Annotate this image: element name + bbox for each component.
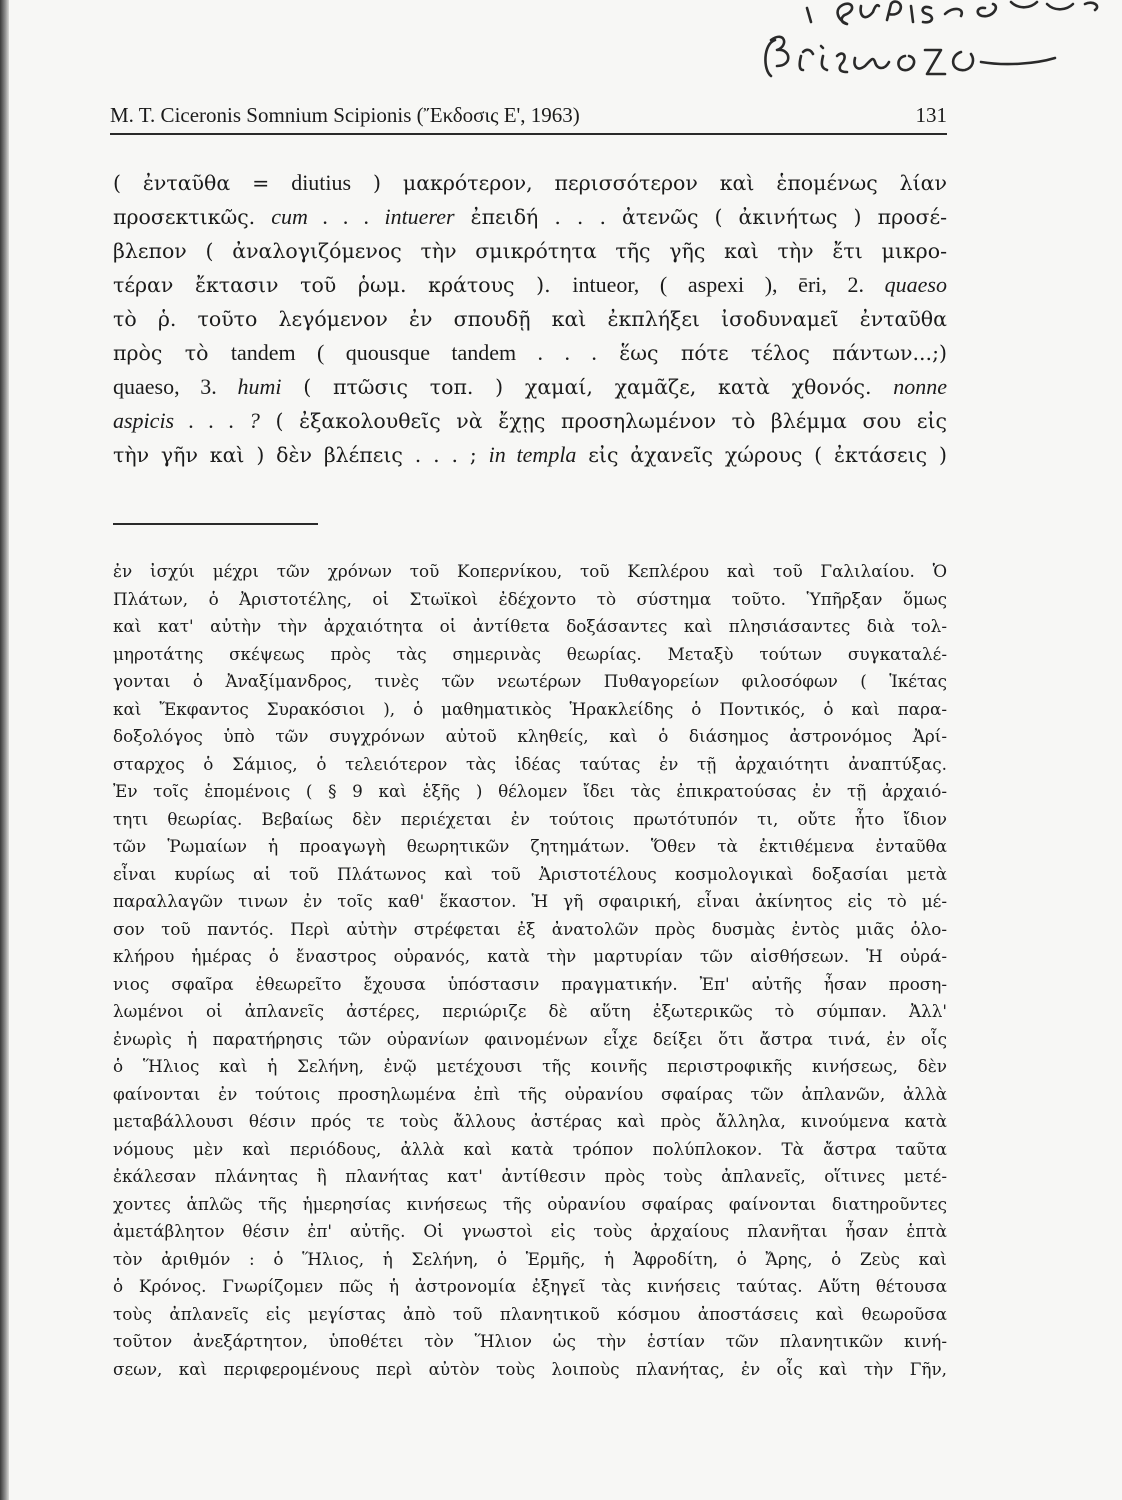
footnote-line: ὁ Ἥλιος καὶ ἡ Σελήνη, ἐνῷ μετέχουσι τῆς κοινῆς περιστροφικῆς κινήσεως, δὲν bbox=[113, 1056, 947, 1076]
handwritten-annotation bbox=[755, 0, 1115, 90]
latin-term: nonne bbox=[893, 374, 947, 399]
footnote-line: τοὺς ἀπλανεῖς εἰς μεγίστας ἀπὸ τοῦ πλανητικοῦ κόσμου ἀποστάσεις καὶ θεωροῦσα bbox=[113, 1303, 947, 1324]
footnote-line: σταρχος ὁ Σάμιος, ὁ τελειότερον τὰς ἰδέας ταύτας ἐν τῇ ἀρχαιότητι ἀναπτύξας. bbox=[113, 753, 947, 774]
main-text-line bbox=[113, 370, 947, 404]
footnote-line: ὁ Κρόνος. Γνωρίζομεν πῶς ἡ ἀστρονομία ἐξηγεῖ τὰς κινήσεις ταύτας. Αὕτη θέτουσα bbox=[113, 1276, 947, 1296]
greek-text: ) μακρότερον, περισσότερον καὶ ἑπομένως λίαν bbox=[351, 171, 947, 195]
greek-text: πρὸς τὸ bbox=[113, 341, 231, 365]
main-text-line bbox=[113, 336, 947, 370]
footnote-line: Ἐν τοῖς ἑπομένοις ( § 9 καὶ ἑξῆς ) θέλομεν ἴδει τὰς ἐπικρατούσας ἐν τῇ ἀρχαιό- bbox=[113, 781, 947, 801]
footnote-line: σεων, καὶ περιφερομένους περὶ αὐτὸν τοὺς λοιποὺς πλανήτας, ἐν οἷς καὶ τὴν Γῆν, bbox=[113, 1358, 947, 1379]
footnote-line: μηροτάτης σκέψεως πρὸς τὰς σημερινὰς θεωρίας. Μεταξὺ τούτων συγκαταλέ- bbox=[113, 643, 947, 664]
main-text-line bbox=[113, 268, 947, 302]
greek-text: ( ἐξακολουθεῖς νὰ ἔχῃς προσηλωμένον τὸ βλέμμα σου εἰς bbox=[259, 409, 947, 433]
latin-term: aspicis . . . ? bbox=[113, 408, 260, 433]
latin-term: in templa bbox=[488, 442, 577, 467]
footnote-line: νόμους μὲν καὶ περιόδους, ἀλλὰ καὶ κατὰ τρόπον πολύπλοκον. Τὰ ἄστρα ταῦτα bbox=[113, 1138, 947, 1159]
footnote-line: τητι θεωρίας. Βεβαίως δὲν περιέχεται ἐν τούτοις πρωτότυπόν τι, οὔτε ἦτο ἴδιον bbox=[113, 808, 947, 829]
footnote-line: ἀμετάβλητον θέσιν ἐπ' αὐτῆς. Οἱ γνωστοὶ εἰς τοὺς ἀρχαίους πλανῆται ἦσαν ἑπτὰ bbox=[113, 1221, 947, 1241]
footnote-line: καὶ κατ' αὐτὴν τὴν ἀρχαιότητα οἱ ἀντίθετα δοξάσαντες καὶ πλησιάσαντες διὰ τολ- bbox=[113, 616, 947, 636]
footnote-line: εἶναι κυρίως αἱ τοῦ Πλάτωνος καὶ τοῦ Ἀριστοτέλους κοσμολογικαὶ δοξασίαι μετὰ bbox=[113, 863, 947, 884]
latin-term: quaeso, 3. bbox=[113, 374, 238, 399]
running-head-title: M. T. Ciceronis Somnium Scipionis (Ἔκδοσις Ε', 1963) bbox=[110, 103, 580, 127]
greek-text: τὸ ῥ. τοῦτο λεγόμενον ἐν σπουδῇ καὶ ἐκπλήξει ἰσοδυναμεῖ ἐνταῦθα bbox=[113, 307, 947, 331]
greek-text: τέραν ἔκτασιν τοῦ ῥωμ. κράτους ). bbox=[113, 273, 573, 297]
footnote-line: καὶ Ἔκφαντος Συρακόσιοι ), ὁ μαθηματικὸς Ἡρακλείδης ὁ Ποντικός, ὁ καὶ παρα- bbox=[113, 698, 947, 719]
latin-term: humi bbox=[237, 374, 282, 399]
main-text-block bbox=[113, 166, 947, 472]
page-number: 131 bbox=[915, 103, 947, 127]
greek-text: ( πτῶσις τοπ. ) χαμαί, χαμᾶζε, κατὰ χθονός. bbox=[281, 375, 894, 399]
latin-term: cum . . . intuerer bbox=[271, 204, 455, 229]
footnote-line: γονται ὁ Ἀναξίμανδρος, τινὲς τῶν νεωτέρων Πυθαγορείων φιλοσόφων ( Ἱκέτας bbox=[113, 671, 947, 691]
footnote-line: παραλλαγῶν τινων ἐν τοῖς καθ' ἕκαστον. Ἡ γῆ σφαιρική, εἶναι ἀκίνητος εἰς τὸ μέ- bbox=[113, 891, 947, 911]
main-text-line bbox=[113, 200, 947, 234]
greek-text: προσεκτικῶς. bbox=[113, 205, 272, 229]
footnote-separator bbox=[113, 523, 318, 525]
greek-text: ἐπειδή . . . ἀτενῶς ( ἀκινήτως ) προσέ- bbox=[454, 205, 947, 229]
greek-text: ( ἐνταῦθα = bbox=[113, 171, 292, 195]
footnote-line: ἐκάλεσαν πλάνητας ἢ πλανήτας κατ' ἀντίθεσιν πρὸς τοὺς ἀπλανεῖς, οἵτινες μετέ- bbox=[113, 1166, 947, 1186]
footnote-line: τὸν ἀριθμόν : ὁ Ἥλιος, ἡ Σελήνη, ὁ Ἑρμῆς, ἡ Ἀφροδίτη, ὁ Ἄρης, ὁ Ζεὺς καὶ bbox=[113, 1248, 947, 1269]
greek-text: βλεπον ( ἀναλογιζόμενος τὴν σμικρότητα τῆς γῆς καὶ τὴν ἔτι μικρο- bbox=[113, 239, 947, 263]
main-text-line bbox=[113, 166, 947, 200]
footnote-line: φαίνονται ἐν τούτοις προσηλωμένα ἐπὶ τῆς οὐρανίου σφαίρας τῶν ἀπλανῶν, ἀλλὰ bbox=[113, 1083, 947, 1104]
footnote-line: χοντες ἁπλῶς τῆς ἡμερησίας κινήσεως τῆς οὐρανίου σφαίρας φαίνονται διατηροῦντες bbox=[113, 1193, 947, 1214]
footnote-line: δοξολόγος ὑπὸ τῶν συγχρόνων αὐτοῦ κληθείς, καὶ ὁ διάσημος ἀστρονόμος Ἀρί- bbox=[113, 726, 947, 746]
footnote-line: σον τοῦ παντός. Περὶ αὐτὴν στρέφεται ἐξ ἀνατολῶν πρὸς δυσμὰς ἐντὸς μιᾶς ὁλο- bbox=[113, 918, 947, 939]
main-text-line bbox=[113, 302, 947, 336]
header-rule bbox=[110, 133, 947, 135]
latin-term: quaeso bbox=[884, 272, 947, 297]
footnote-line: τοῦτον ἀνεξάρτητον, ὑποθέτει τὸν Ἥλιον ὡς τὴν ἑστίαν τῶν πλανητικῶν κινή- bbox=[113, 1331, 947, 1351]
footnote-line: λωμένοι οἱ ἀπλανεῖς ἀστέρες, περιώριζε δὲ αὕτη ἐξωτερικῶς τὸ σύμπαν. Ἀλλ' bbox=[113, 1001, 947, 1021]
latin-term: intueor, ( aspexi ), ēri, 2. bbox=[572, 272, 885, 297]
footnote-line: τῶν Ῥωμαίων ἡ προαγωγὴ θεωρητικῶν ζητημάτων. Ὅθεν τὰ ἐκτιθέμενα ἐνταῦθα bbox=[113, 836, 947, 856]
main-text-line bbox=[113, 404, 947, 438]
footnote-line: Πλάτων, ὁ Ἀριστοτέλης, οἱ Στωϊκοὶ ἐδέχοντο τὸ σύστημα τοῦτο. Ὑπῆρξαν ὅμως bbox=[113, 588, 947, 609]
footnote-line: μεταβάλλουσι θέσιν πρός τε τοὺς ἄλλους ἀστέρας καὶ πρὸς ἄλληλα, κινούμενα κατὰ bbox=[113, 1111, 947, 1131]
running-head bbox=[110, 98, 947, 132]
latin-term: diutius bbox=[291, 170, 352, 195]
footnote-line: ἐνωρὶς ἡ παρατήρησις τῶν οὐρανίων φαινομένων εἶχε δείξει ὅτι ἄστρα τινά, ἐν οἷς bbox=[113, 1028, 947, 1049]
main-text-line bbox=[113, 438, 947, 472]
footnote-block bbox=[113, 558, 947, 1383]
greek-text: εἰς ἀχανεῖς χώρους ( ἐκτάσεις ) bbox=[576, 443, 947, 467]
footnote-line: κλήρου ἡμέρας ὁ ἔναστρος οὐρανός, κατὰ τὴν μαρτυρίαν τῶν αἰσθήσεων. Ἡ οὐρά- bbox=[113, 946, 947, 966]
footnote-line: νιος σφαῖρα ἐθεωρεῖτο ἔχουσα ὑπόστασιν πραγματικήν. Ἐπ' αὐτῆς ἦσαν προση- bbox=[113, 973, 947, 994]
latin-term: tandem ( quousque tandem . . . bbox=[230, 340, 597, 365]
greek-text: τὴν γῆν καὶ ) δὲν βλέπεις . . . ; bbox=[113, 443, 489, 467]
footnote-line: ἐν ἰσχύι μέχρι τῶν χρόνων τοῦ Κοπερνίκου, τοῦ Κεπλέρου καὶ τοῦ Γαλιλαίου. Ὁ bbox=[113, 561, 947, 581]
main-text-line bbox=[113, 234, 947, 268]
greek-text: ἕως πότε τέλος πάντων...;) bbox=[596, 341, 947, 365]
scan-edge-shadow bbox=[0, 0, 9, 1500]
